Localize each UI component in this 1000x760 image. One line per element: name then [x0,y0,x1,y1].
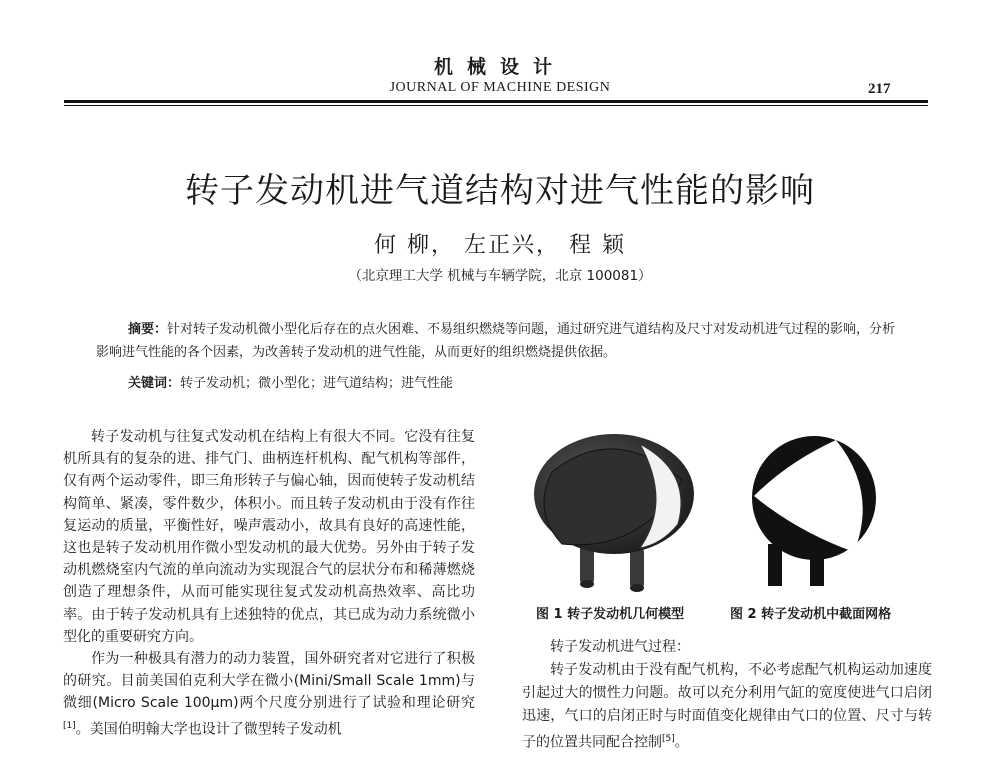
body-paragraph-2 [63,648,475,740]
body-right-column [522,636,932,755]
keywords-label: 关键词： [128,376,181,391]
header-rule-thin [64,105,928,106]
figure-1-caption: 图 1 转子发动机几何模型 [536,607,685,622]
citation-5: [5] [662,734,675,744]
intake-pipe-left-end [580,580,594,588]
body-paragraph-right [522,659,932,755]
body-paragraph-right-end: 。 [674,734,689,751]
paper-title: 转子发动机进气道结构对进气性能的影响 [185,171,815,211]
paper-authors: 何 柳， 左正兴， 程 颖 [374,233,626,258]
abstract-text: 针对转子发动机微小型化后存在的点火困难、不易组织燃烧等问题，通过研究进气道结构及尺寸对发动机进气过程的影响，分析影响进气性能的各个因素，为改善转子发动机的进气性能，从而更好的组织燃烧提供依据。 [96,322,896,360]
journal-name-cn: 机械设计 [433,56,566,78]
journal-name-en: JOURNAL OF MACHINE DESIGN [389,80,611,95]
section-intake-process: 转子发动机进气过程： [550,639,690,655]
body-paragraph-right-text: 转子发动机由于没有配气机构，不必考虑配气机构运动加速度引起过大的惯性力问题。故可以充分利用气缸的宽度使进气口启闭迅速，气口的启闭正时与时面值变化规律由气口的位置、尺寸与转子的位置共同配合控制 [522,662,932,751]
figure-2-caption: 图 2 转子发动机中截面网格 [730,607,892,622]
body-paragraph-1: 转子发动机与往复式发动机在结构上有很大不同。它没有往复机所具有的复杂的进、排气门、曲柄连杆机构、配气机构等部件，仅有两个运动零件，即三角形转子与偏心轴，因而使转子发动机结构简单、紧凑，零件数少，体积小。而且转子发动机由于没有作往复运动的质量，平衡性好，噪声震动小，故具有良好的高速性能，这也是转子发动机用作微小型发动机的最大优势。另外由于转子发动机燃烧室内气流的单向流动为实现混合气的层状分布和稀薄燃烧创造了理想条件，从而可能实现往复式发动机高热效率、高比功率。由于转子发动机具有上述独特的优点，其已成为动力系统微小型化的重要研究方向。 [63,429,475,645]
paper-affiliation: （北京理工大学 机械与车辆学院，北京 100081） [348,268,652,284]
abstract-label: 摘要： [128,322,168,337]
intake-pipe-right [630,548,644,588]
figure-2-section-mesh [728,432,904,594]
keywords-text: 转子发动机；微小型化；进气道结构；进气性能 [180,376,454,391]
body-paragraph-2-text: 作为一种极具有潜力的动力装置，国外研究者对它进行了积极的研究。目前美国伯克利大学在微小(Mini/Small Scale 1mm)与微细(Micro Scale 100μm)两个尺度分别进行了试验和理论研究 [63,651,475,712]
citation-1: [1] [63,720,76,731]
page-number: 217 [868,81,891,97]
abstract [96,318,902,364]
body-left-column [63,426,475,741]
intake-pipe-right-end [630,584,644,592]
figure-1-engine-model [522,432,718,594]
body-paragraph-2-tail: 。美国伯明翰大学也设计了微型转子发动机 [75,721,342,738]
mesh-intake-left [768,544,782,586]
keywords [128,372,898,391]
header-rule-thick [64,100,928,103]
